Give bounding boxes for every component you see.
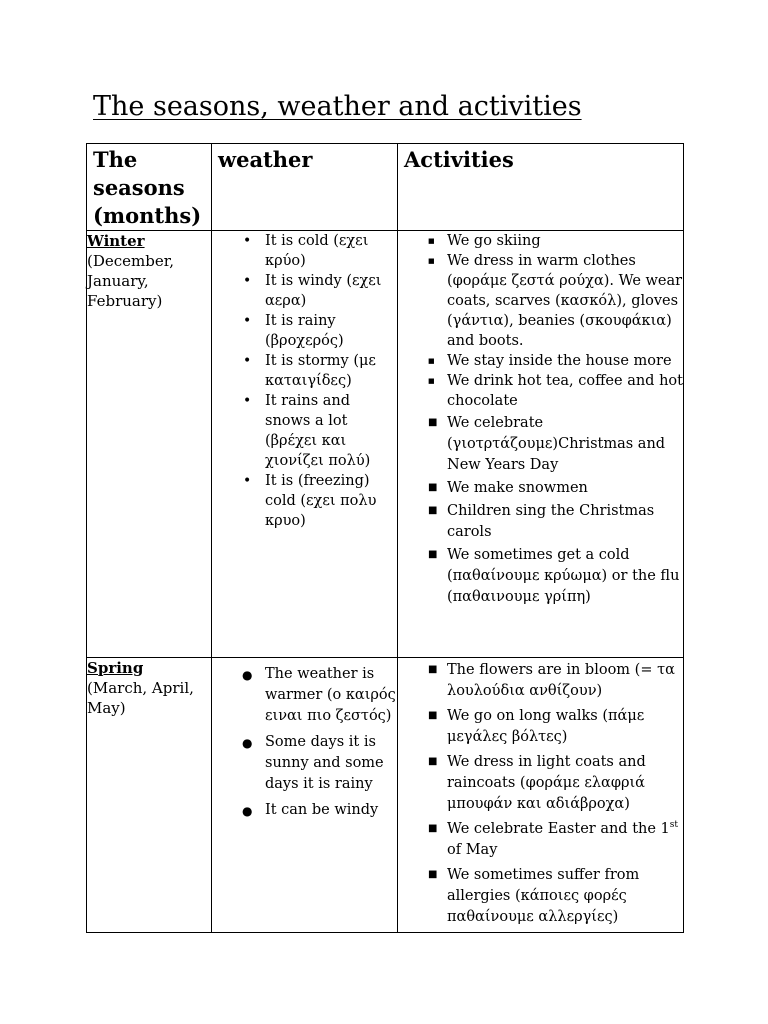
activity-item: ■ We go on long walks (πάμε μεγάλες βόλτες): [398, 706, 683, 748]
weather-item: • It rains and snows a lot (βρέχει και χιονίζει πολύ): [212, 391, 397, 471]
weather-list: [212, 658, 397, 821]
table-header-row: [87, 144, 684, 231]
ordinal-suffix: st: [669, 820, 679, 831]
season-cell: [87, 231, 212, 658]
table-row-spring: [87, 658, 684, 933]
season-name: Spring: [87, 659, 144, 677]
activity-item: [398, 819, 683, 861]
activities-cell: [398, 231, 684, 658]
weather-cell: [212, 231, 398, 658]
season-months: (March, April, May): [87, 679, 194, 717]
weather-item: ● The weather is warmer (ο καιρός ειναι πιο ζεστός): [212, 664, 397, 727]
activity-item: ■ We dress in warm clothes (φοράμε ζεστά ρούχα). We wear coats, scarves (κασκόλ), gloves (γάντια), beanies (σκουφάκια) and boots.: [398, 251, 683, 351]
weather-item: • It is (freezing) cold (εχει πολυ κρυο): [212, 471, 397, 531]
activity-item: ■ We drink hot tea, coffee and hot chocolate: [398, 371, 683, 411]
activity-item: ■ We make snowmen: [398, 478, 683, 499]
weather-item: ● Some days it is sunny and some days it is rainy: [212, 732, 397, 795]
activities-list: [398, 658, 683, 928]
header-seasons: The seasons (months): [87, 144, 212, 231]
header-activities: Activities: [398, 144, 684, 231]
activity-item: ■ We go skiing: [398, 231, 683, 251]
table-row-winter: [87, 231, 684, 658]
weather-item: ● It can be windy: [212, 800, 397, 821]
activity-item: ■ We sometimes suffer from allergies (κάποιες φορές παθαίνουμε αλλεργίες): [398, 865, 683, 928]
activity-text: of May: [447, 842, 498, 858]
header-weather: weather: [212, 144, 398, 231]
activity-item: ■ Children sing the Christmas carols: [398, 501, 683, 543]
document-title: The seasons, weather and activities: [93, 91, 582, 122]
activity-item: ■ We dress in light coats and raincoats (φοράμε ελαφριά μπουφάν και αδιάβροχα): [398, 752, 683, 815]
weather-list: [212, 231, 397, 531]
activity-item: ■ We stay inside the house more: [398, 351, 683, 371]
weather-item: • It is stormy (με καταιγίδες): [212, 351, 397, 391]
activity-text: We celebrate Easter and the 1: [447, 821, 670, 837]
weather-item: • It is rainy (βροχερός): [212, 311, 397, 351]
activity-item: ■ The flowers are in bloom (= τα λουλούδια ανθίζουν): [398, 660, 683, 702]
season-name: Winter: [87, 232, 145, 250]
weather-cell: [212, 658, 398, 933]
weather-item: • It is windy (εχει αερα): [212, 271, 397, 311]
activity-item: ■ We sometimes get a cold (παθαίνουμε κρύωμα) or the flu (παθαινουμε γρίπη): [398, 545, 683, 608]
activities-cell: [398, 658, 684, 933]
weather-item: • It is cold (εχει κρύο): [212, 231, 397, 271]
activity-item: ■ We celebrate (γιοτρτάζουμε)Christmas and New Years Day: [398, 413, 683, 476]
season-cell: [87, 658, 212, 933]
season-months: (December, January, February): [87, 252, 175, 310]
activities-list: [398, 231, 683, 608]
seasons-table: [86, 143, 684, 933]
